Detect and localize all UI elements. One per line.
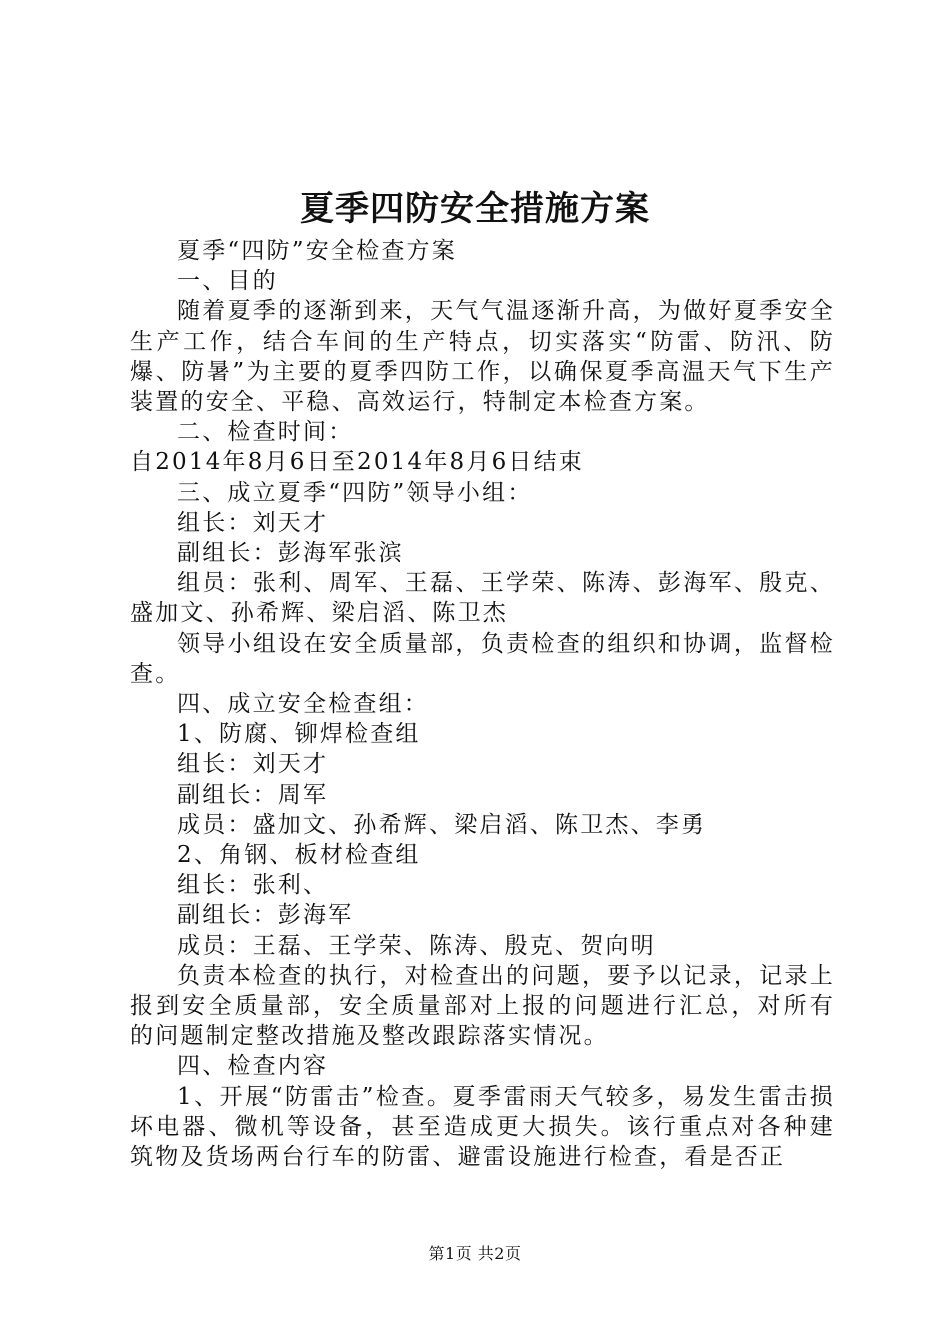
page-footer: 第1页 共2页 (428, 1244, 522, 1263)
paragraph-subtitle: 夏季“四防”安全检查方案 (177, 238, 457, 264)
paragraph-group-2-deputy: 副组长：彭海军 (177, 902, 354, 929)
paragraph-heading-purpose: 一、目的 (177, 268, 278, 295)
paragraph-group-duty: 负责本检查的执行，对检查出的问题，要予以记录，记录上报到安全质量部，安全质量部对上报的问题进行汇总，对所有的问题制定整改措施及整改跟踪落实情况。 (130, 962, 835, 1050)
paragraph-group-2-leader: 组长：张利、 (177, 872, 329, 899)
document-body (130, 236, 835, 1172)
paragraph-group-1-deputy: 副组长：周军 (177, 781, 329, 808)
paragraph-leadership-duty: 领导小组设在安全质量部，负责检查的组织和协调，监督检查。 (130, 630, 835, 687)
paragraph-time: 自2014年8月6日至2014年8月6日结束 (130, 449, 584, 476)
paragraph-heading-groups: 四、成立安全检查组： (177, 691, 429, 718)
paragraph-group-1-members: 成员：盛加文、孙希辉、梁启滔、陈卫杰、李勇 (177, 811, 707, 838)
paragraph-group-1: 1、防腐、铆焊检查组 (177, 721, 421, 748)
paragraph-deputy-leader: 副组长：彭海军张滨 (177, 540, 404, 567)
paragraph-purpose: 随着夏季的逐渐到来，天气气温逐渐升高，为做好夏季安全生产工作，结合车间的生产特点，切实落实“防雷、防汛、防爆、防暑”为主要的夏季四防工作，以确保夏季高温天气下生产装置的安全、平稳、高效运行，特制定本检查方案。 (130, 298, 835, 416)
document-title: 夏季四防安全措施方案 (300, 189, 650, 229)
paragraph-leader: 组长：刘天才 (177, 509, 329, 536)
paragraph-group-1-leader: 组长：刘天才 (177, 751, 329, 778)
paragraph-group-2-members: 成员：王磊、王学荣、陈涛、殷克、贺向明 (177, 932, 656, 959)
paragraph-heading-content: 四、检查内容 (177, 1053, 329, 1080)
paragraph-heading-time: 二、检查时间： (177, 419, 354, 446)
paragraph-group-2: 2、角钢、板材检查组 (177, 842, 421, 869)
paragraph-content-1: 1、开展“防雷击”检查。夏季雷雨天气较多，易发生雷击损坏电器、微机等设备，甚至造成更大损失。该行重点对各种建筑物及货场两台行车的防雷、避雷设施进行检查，看是否正 (130, 1083, 835, 1171)
paragraph-members: 组员：张利、周军、王磊、王学荣、陈涛、彭海军、殷克、盛加文、孙希辉、梁启滔、陈卫杰 (130, 570, 835, 627)
paragraph-heading-leadership: 三、成立夏季“四防”领导小组： (177, 479, 533, 506)
